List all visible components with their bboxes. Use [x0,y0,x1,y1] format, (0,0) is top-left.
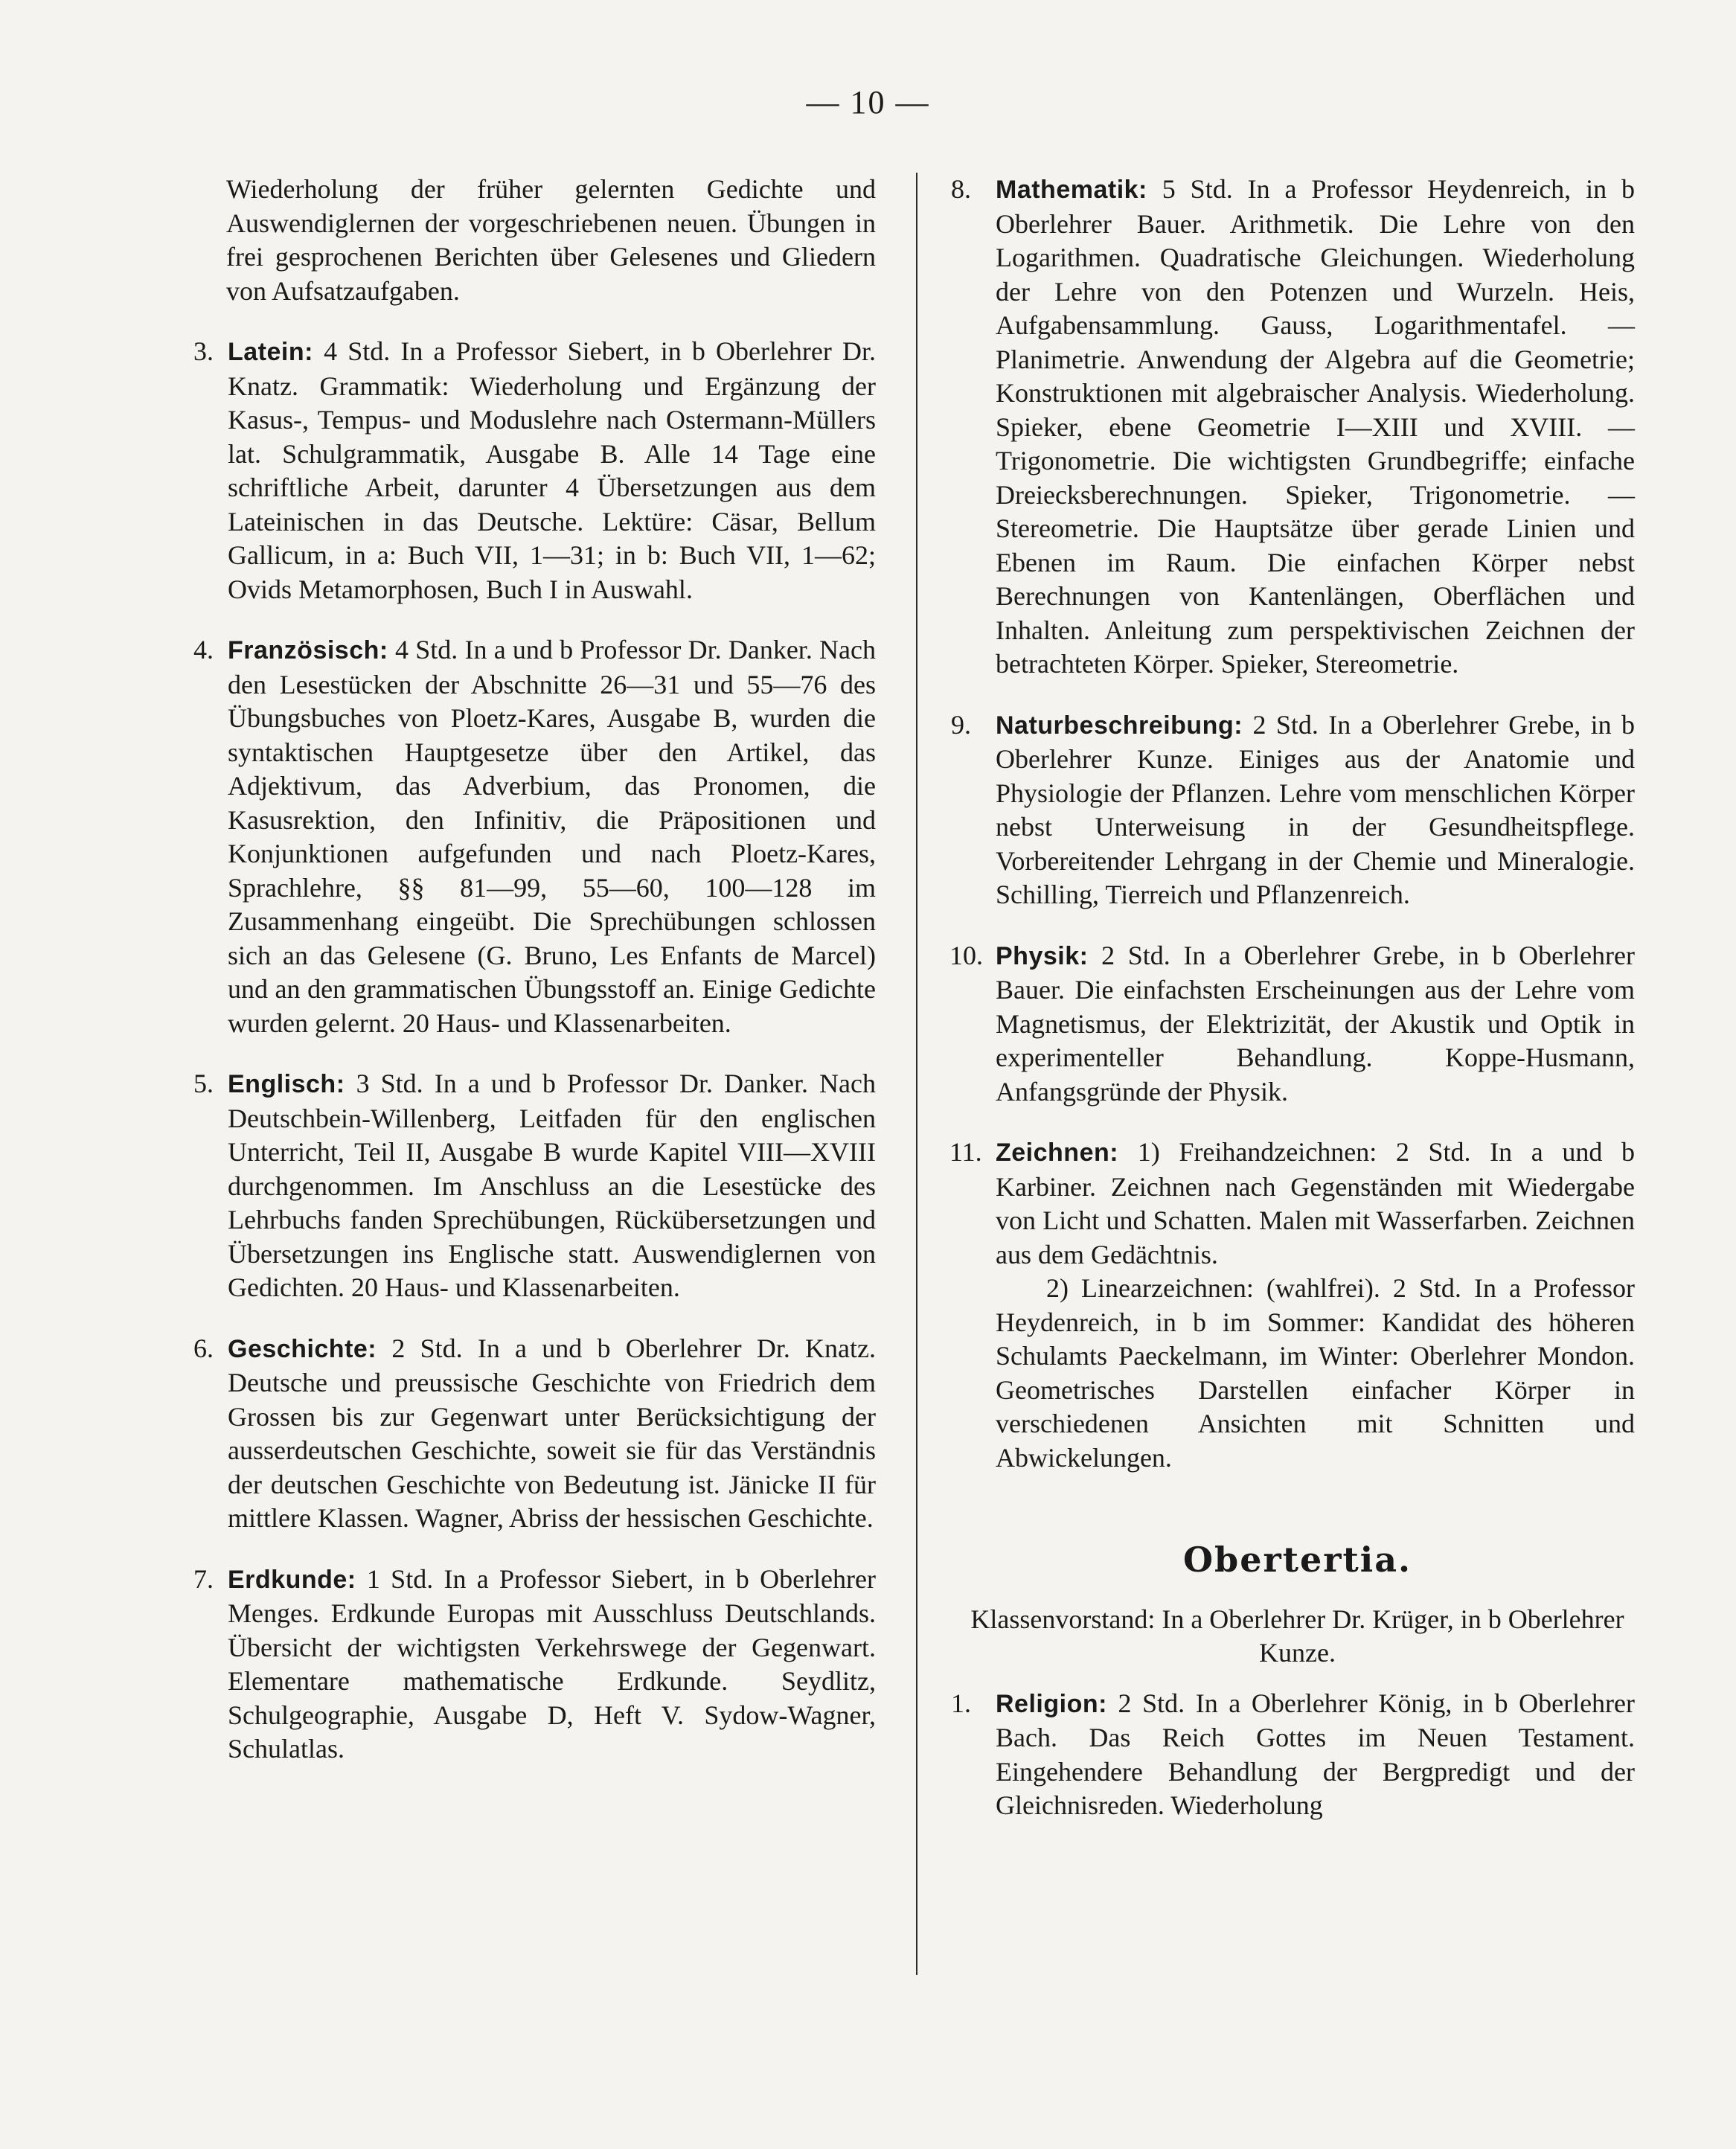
section-title: Obertertia. [1182,1540,1412,1580]
item-text: 4 Std. In a und b Professor Dr. Danker. Nach den Lesestücken der Abschnitte 26—31 und 55—76 des Übungsbuches von Ploetz-Kares, Ausgabe B, wurden die syntaktischen Hauptgesetze über den Artikel, das Adjektivum, das Adverbium, das Pronomen, die Kasusrektion, den Infinitiv, die Präpositionen und Konjunktionen aufgefunden und nach Ploetz-Kares, Sprachlehre, §§ 81—99, 55—60, 100—128 im Zusammenhang eingeübt. Die Sprechübungen schlossen sich an das Gelesene (G. Bruno, Les Enfants de Marcel) und an den grammatischen Übungsstoff an. Einige Gedichte wurden gelernt. 20 Haus- und Klassenarbeiten. [228,635,877,1038]
item-heading: Zeichnen: [996,1138,1119,1167]
item-number: 6. [193,1333,214,1363]
item-text: 5 Std. In a Professor Heydenreich, in b Oberlehrer Bauer. Arithmetik. Die Lehre von den Logarithmen. Quadratische Gleichungen. Wiederholung der Lehre von den Potenzen und Wurzeln. Heis, Aufgabensammlung. Gauss, Logarithmentafel. — Planimetrie. Anwendung der Algebra auf die Geometrie; Konstruktionen mit algebraischer Analysis. Wiederholung. Spieker, ebene Geometrie I—XIII und XVIII. — Trigonometrie. Die wichtigsten Grundbegriffe; einfache Dreiecksberechnungen. Spieker, Trigonometrie. — Stereometrie. Die Hauptsätze über gerade Linien und Ebenen im Raum. Die einfachen Körper nebst Berechnungen von Kantenlängen, Oberflächen und Inhalten. Anleitung zum perspektivischen Zeichnen der betrachteten Körper. Spieker, Stereometrie. [996,174,1635,679]
item-heading: Französisch: [228,636,388,664]
item-number: 4. [193,635,214,664]
item-number: 8. [951,174,971,204]
item-naturbeschreibung [951,708,1635,912]
item-text: 1 Std. In a Professor Siebert, in b Oberlehrer Menges. Erdkunde Europas mit Ausschluss Deutschlands. Übersicht der wichtigsten Verkehrswege der Gegenwart. Elementare mathematische Erdkunde. Seydlitz, Schulgeographie, Ausgabe D, Heft V. Sydow-Wagner, Schulatlas. [228,1563,876,1764]
item-text: 2 Std. In a Oberlehrer Grebe, in b Oberlehrer Kunze. Einiges aus der Anatomie und Physiologie der Pflanzen. Lehre vom menschlichen Körper nebst Unterweisung in der Gesundheitspflege. Vorbereitender Lehrgang in der Chemie und Mineralogie. Schilling, Tierreich und Pflanzenreich. [996,709,1635,909]
right-column [949,173,1636,1823]
item-text: 2 Std. In a Oberlehrer König, in b Oberlehrer Bach. Das Reich Gottes im Neuen Testament. Eingehendere Behandlung der Bergpredigt und der Gleichnisreden. Wiederholung [996,1688,1636,1820]
column-divider [916,173,917,1975]
item-heading: Englisch: [228,1070,345,1098]
item-heading: Geschichte: [228,1334,377,1363]
item-geschichte [193,1332,876,1536]
item-mathematik [951,173,1635,682]
class-teacher-line: Klassenvorstand: In a Oberlehrer Dr. Krüger, in b Oberlehrer Kunze. [970,1604,1624,1668]
item-number: 5. [193,1069,214,1098]
item-franzoesisch [193,633,877,1040]
page-number: — 10 — [806,84,930,121]
item-erdkunde [193,1563,876,1767]
item-physik [949,939,1635,1109]
item-number: 3. [193,336,214,366]
item-text: 2 Std. In a und b Oberlehrer Dr. Knatz. Deutsche und preussische Geschichte von Friedrich dem Grossen bis zur Gegenwart unter Berücksichtigung der ausserdeutschen Geschichte, soweit sie für das Verständnis der deutschen Geschichte von Bedeutung ist. Jänicke II für mittlere Klassen. Wagner, Abriss der hessischen Geschichte. [228,1333,876,1533]
item-text: 4 Std. In a Professor Siebert, in b Oberlehrer Dr. Knatz. Grammatik: Wiederholung und Ergänzung der Kasus-, Tempus- und Moduslehre nach Ostermann-Müllers lat. Schulgrammatik, Ausgabe B. Alle 14 Tage eine schriftliche Arbeit, darunter 4 Übersetzungen aus dem Lateinischen in das Deutsche. Lektüre: Cäsar, Bellum Gallicum, in a: Buch VII, 1—31; in b: Buch VII, 1—62; Ovids Metamorphosen, Buch I in Auswahl. [228,336,876,604]
item-heading: Mathematik: [996,176,1147,204]
item-heading: Latein: [228,338,313,366]
item-latein [193,335,876,606]
item-number: 11. [949,1137,982,1167]
item-text-continued: 2) Linearzeichnen: (wahlfrei). 2 Std. In a Professor Heydenreich, in b im Sommer: Kandidat des höheren Schulamts Paeckelmann, im Winter: Oberlehrer Mondon. Geometrisches Darstellen einfacher Körper in verschiedenen Ansichten mit Schnitten und Abwickelungen. [996,1273,1635,1473]
item-heading: Religion: [996,1689,1107,1718]
item-text: 2 Std. In a Oberlehrer Grebe, in b Oberlehrer Bauer. Die einfachsten Erscheinungen aus der Lehre vom Magnetismus, der Elektrizität, der Akustik und Optik in experimenteller Behandlung. Koppe-Husmann, Anfangsgründe der Physik. [996,940,1635,1106]
item-heading: Physik: [996,941,1089,970]
intro-paragraph: Wiederholung der früher gelernten Gedichte und Auswendiglernen der vorgeschriebenen neuen. Übungen in frei gesprochenen Berichten über Gelesenes und Gliedern von Aufsatzaufgaben. [226,174,876,306]
item-religion [951,1687,1636,1823]
item-text: 3 Std. In a und b Professor Dr. Danker. Nach Deutschbein-Willenberg, Leitfaden für den englischen Unterricht, Teil II, Ausgabe B wurde Kapitel VIII—XVIII durchgenommen. Im Anschluss an die Lesestücke des Lehrbuchs fanden Sprechübungen, Rückübersetzungen und Übersetzungen ins Englische statt. Auswendiglernen von Gedichten. 20 Haus- und Klassenarbeiten. [228,1069,877,1302]
item-number: 1. [951,1688,971,1718]
item-heading: Naturbeschreibung: [996,711,1243,740]
item-englisch [193,1067,877,1305]
item-text: 1) Freihandzeichnen: 2 Std. In a und b Karbiner. Zeichnen nach Gegenständen mit Wiedergabe von Licht und Schatten. Malen mit Wasserfarben. Zeichnen aus dem Gedächtnis. [996,1137,1635,1269]
item-zeichnen [949,1136,1635,1475]
item-number: 10. [949,940,983,970]
left-column [193,173,877,1767]
item-number: 9. [951,709,971,740]
item-heading: Erdkunde: [228,1565,356,1594]
item-number: 7. [193,1563,214,1594]
